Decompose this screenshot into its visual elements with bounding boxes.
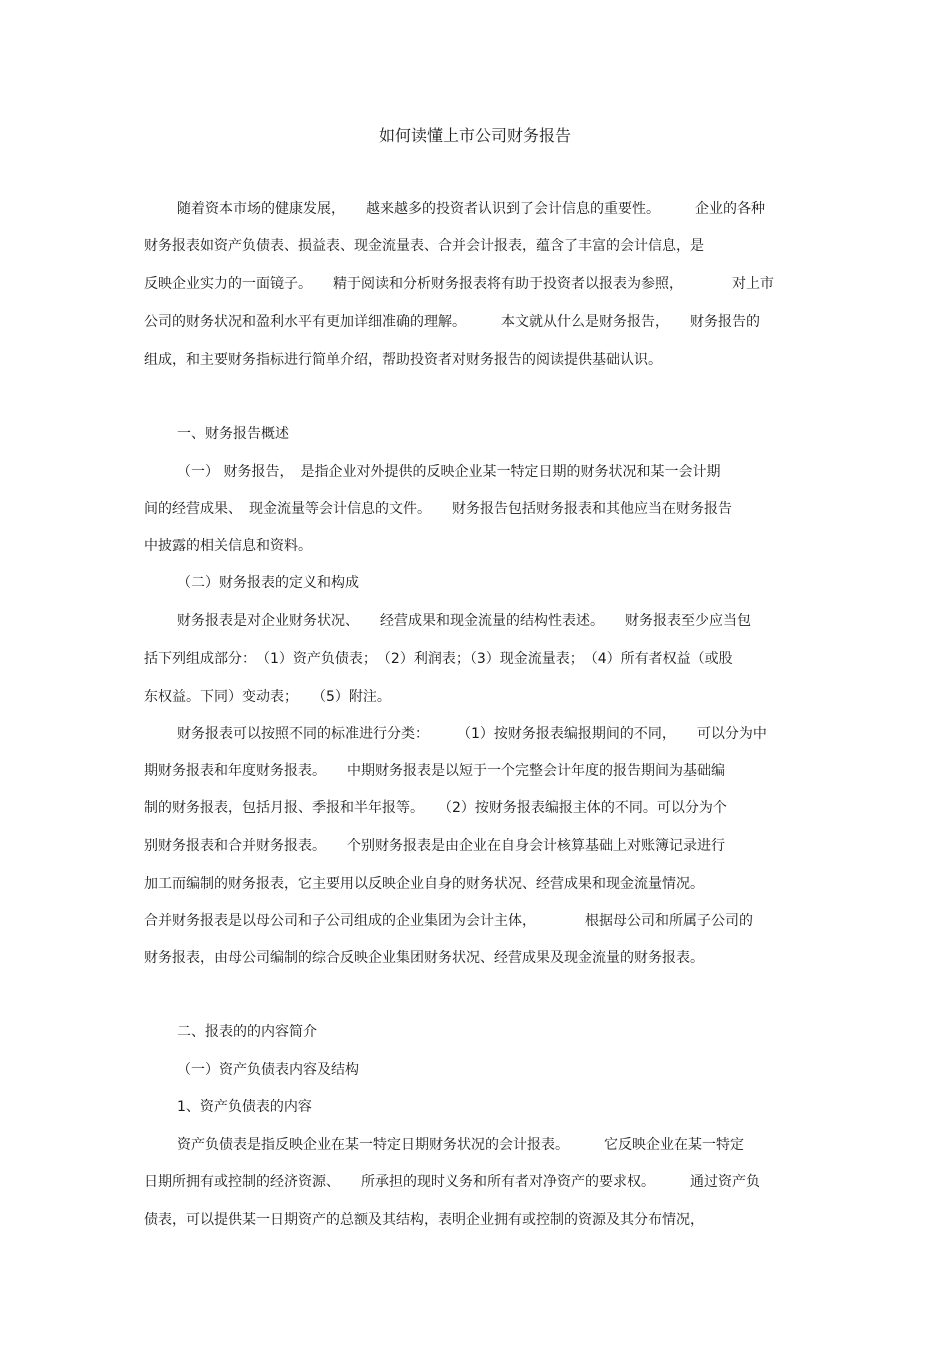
s2-sub1-1-heading: 1、资产负债表的内容 [177,1099,312,1115]
intro-line-3: 反映企业实力的一面镜子。 精于阅读和分析财务报表将有助于投资者以报表为参照， 对上市 [144,276,774,292]
intro-line-4: 公司的财务状况和盈利水平有更加详细准确的理解。 本文就从什么是财务报告， 财务报告的 [144,314,760,330]
s2-p1-line-1: 资产负债表是指反映企业在某一特定日期财务状况的会计报表。 它反映企业在某一特定 [177,1137,744,1153]
s1-p3-line-2: 期财务报表和年度财务报表。 中期财务报表是以短于一个完整会计年度的报告期间为基础编 [144,763,725,779]
s1-p3-line-1: 财务报表可以按照不同的标准进行分类： （1）按财务报表编报期间的不同， 可以分为中 [177,726,767,742]
s2-p1-line-3: 债表，可以提供某一日期资产的总额及其结构，表明企业拥有或控制的资源及其分布情况， [144,1212,704,1228]
s1-p1-line-1: （一） 财务报告， 是指企业对外提供的反映企业某一特定日期的财务状况和某一会计期 [177,464,721,480]
s1-p2-line-3: 东权益。下同）变动表； （5）附注。 [144,689,391,705]
s1-sub2-heading: （二）财务报表的定义和构成 [177,575,359,591]
s2-sub1-heading: （一）资产负债表内容及结构 [177,1062,359,1078]
s1-p2-line-1: 财务报表是对企业财务状况、 经营成果和现金流量的结构性表述。 财务报表至少应当包 [177,613,751,629]
s1-p3-line-5: 加工而编制的财务报表，它主要用以反映企业自身的财务状况、经营成果和现金流量情况。 [144,876,704,892]
s1-p3-line-3: 制的财务报表，包括月报、季报和半年报等。 （2）按财务报表编报主体的不同。可以分为个 [144,800,727,816]
s1-p3-line-6: 合并财务报表是以母公司和子公司组成的企业集团为会计主体， 根据母公司和所属子公司的 [144,913,753,929]
s2-p1-line-2: 日期所拥有或控制的经济资源、 所承担的现时义务和所有者对净资产的要求权。 通过资产负 [144,1174,760,1190]
intro-line-1: 随着资本市场的健康发展， 越来越多的投资者认识到了会计信息的重要性。 企业的各种 [177,201,765,217]
intro-line-2: 财务报表如资产负债表、损益表、现金流量表、合并会计报表，蕴含了丰富的会计信息，是 [144,238,704,254]
s1-p1-line-2: 间的经营成果、 现金流量等会计信息的文件。 财务报告包括财务报表和其他应当在财务报告 [144,501,732,517]
document-title: 如何读懂上市公司财务报告 [378,126,571,145]
s1-p2-line-2: 括下列组成部分： （1）资产负债表； （2）利润表；（3）现金流量表； （4）所有者权益（或股 [144,651,733,667]
s1-p1-line-3: 中披露的相关信息和资料。 [144,538,312,554]
intro-line-5: 组成，和主要财务指标进行简单介绍，帮助投资者对财务报告的阅读提供基础认识。 [144,352,662,368]
section-1-heading: 一、财务报告概述 [177,426,289,442]
section-2-heading: 二、报表的的内容简介 [177,1024,317,1040]
s1-p3-line-4: 别财务报表和合并财务报表。 个别财务报表是由企业在自身会计核算基础上对账簿记录进行 [144,838,725,854]
s1-p3-line-7: 财务报表，由母公司编制的综合反映企业集团财务状况、经营成果及现金流量的财务报表。 [144,950,704,966]
